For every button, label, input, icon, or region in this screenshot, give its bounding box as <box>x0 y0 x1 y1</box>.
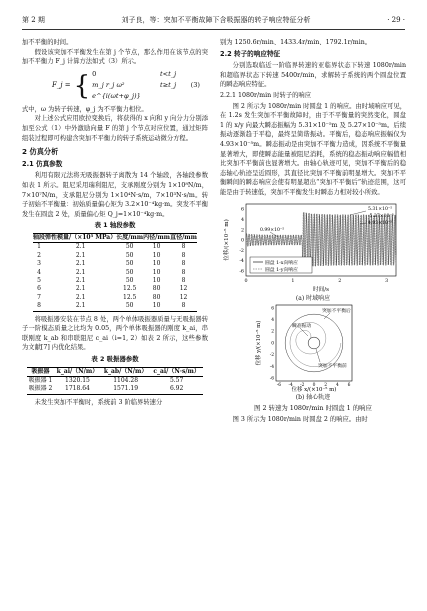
table-cell: 6 <box>37 285 41 293</box>
x-tick-label: 3 <box>385 278 389 284</box>
legend <box>250 257 312 273</box>
y-tick-label: 6 <box>271 306 274 312</box>
table-cell: 2.1 <box>75 276 86 284</box>
table-cell: 50 <box>125 260 134 268</box>
y-tick-label: -6 <box>239 268 244 274</box>
paragraph: 将吸振器安装在节点 8 处，两个单体吸振器质量与无吸振器转子一阶模态质量之比均为 0.05，两个单体吸振器的刚度 k_ai，串联刚度 k_ab 和串联阻尼 c_ai（i=1, 2）如表 2 所示，这些参数为文献[7] 内优化结果。 <box>22 315 208 352</box>
table-cell: 1 <box>37 243 41 251</box>
table-cell: 2.1 <box>75 260 86 268</box>
time-response-plot <box>220 198 406 294</box>
legend-label-x: 圆盘 1-x向响应 <box>265 260 298 266</box>
table-cell: 吸振器 1 <box>28 376 53 384</box>
annotation-pre: 0.99×10⁻⁵ <box>260 227 285 233</box>
annotation-before: 突加不平衡前 <box>318 364 347 370</box>
table-cell: 50 <box>125 251 134 259</box>
table-cell: 1571.19 <box>113 385 139 393</box>
table-cell: 1718.64 <box>65 385 90 393</box>
y-tick-label: 2 <box>271 329 274 335</box>
table-cell: 8 <box>37 302 41 310</box>
table-row <box>33 294 197 302</box>
table-cell: 吸振器 2 <box>28 385 53 393</box>
table-cell: 10 <box>152 302 161 310</box>
table-cell: 50 <box>125 302 134 310</box>
paragraph: 式中，ω 为转子转速，φ_j 为不平衡力相位。 <box>22 105 148 113</box>
x-tick-label: 0 <box>244 278 248 284</box>
y-tick-label: 2 <box>240 227 244 233</box>
running-title: 刘子良，等：突加不平衡故障下含吸振器的转子响应特征分析 <box>121 16 311 24</box>
annotation-max2: -5.27×10⁻⁵ <box>368 213 394 219</box>
x-axis-label: 时间/s <box>313 286 329 293</box>
table-cell: 2.1 <box>75 243 86 251</box>
y-tick-label: -4 <box>239 258 244 264</box>
table-cell: 10 <box>152 268 161 276</box>
table-cell: 8 <box>181 260 186 268</box>
table-cell: 2 <box>37 251 41 259</box>
table-row <box>33 252 197 260</box>
annotation-steady: 4.93×10⁻⁵ <box>368 220 393 226</box>
annotation-after: 突加不平衡后 <box>322 309 351 315</box>
table-cell: 5.57 <box>169 376 184 384</box>
y-axis-label: 位移 y/(×10⁻⁵ m) <box>256 320 262 366</box>
case-expr: m_j r_j ω² e^{i(ωt+φ_j)} <box>92 81 141 101</box>
table-cell: 3 <box>37 260 41 268</box>
figure-caption: 图 2 转速为 1080r/min 时圆盘 1 的响应 <box>254 403 372 412</box>
paragraph: 对上述公式应用欧拉变换后，将获得的 x 向和 y 向分力分别添加至公式（1）中外激励向量 F 的第 j 个节点对应位置，通过矩阵组装过程即可构建含突加不平衡力的转子系统运动微分方程。 <box>22 115 208 142</box>
table-cell: 2.1 <box>75 251 86 259</box>
case-cond: t≥t_j <box>160 81 177 90</box>
table-cell: 12.5 <box>123 285 137 293</box>
y-tick-label: -4 <box>269 364 274 370</box>
table-cell: 12.5 <box>123 293 137 301</box>
plot-frame <box>276 305 352 381</box>
table-cell: 8 <box>181 268 186 276</box>
figure-2 <box>220 198 406 414</box>
y-tick-label: -2 <box>239 248 244 254</box>
paragraph: 别为 1250.6r/min、1433.4r/min、1792.1r/min。 <box>220 39 372 46</box>
table1-header: 轴段 <box>33 233 46 241</box>
subsubsection-heading: 2.2.1 1080r/min 时转子的响应 <box>220 91 312 99</box>
paragraph: 图 3 所示为 1080r/min 时圆盘 2 的响应。由时 <box>232 416 368 424</box>
annotation-max: 5.31×10⁻⁵ <box>368 206 393 212</box>
table2-header: c_ai/（N·s/m） <box>153 367 200 375</box>
table2-header: k_ab/（N/m） <box>103 367 148 375</box>
table-cell: 10 <box>152 276 161 284</box>
table-cell: 2.1 <box>75 302 86 310</box>
table-caption: 表 2 吸振器参数 <box>91 354 139 363</box>
table-row <box>33 260 197 268</box>
section-heading: 2 仿真分析 <box>22 147 59 157</box>
equation-3 <box>22 67 208 105</box>
table-cell: 1104.28 <box>113 376 139 384</box>
subfigure-caption-b: (b) 轴心轨迹 <box>295 394 331 402</box>
table-caption: 表 1 轴段参数 <box>94 221 136 230</box>
table-cell: 12 <box>179 293 188 301</box>
table-cell: 50 <box>125 276 134 284</box>
table-row <box>27 376 203 385</box>
axis-orbit-plot <box>220 303 406 393</box>
table-row <box>33 269 197 277</box>
case-expr: 0 <box>92 70 97 79</box>
table2-header: k_ai/（N/m） <box>56 367 99 375</box>
x-tick-label: 2 <box>338 278 342 284</box>
paragraph: 假设该突加不平衡发生在第 j 个节点，那么作用在该节点的突加不平衡力 F_j 计算方法如式（3）所示。 <box>22 48 208 66</box>
x-tick-label: -2 <box>300 383 305 389</box>
paragraph: 未发生突加不平衡时，系统前 3 阶临界转速分 <box>34 398 163 406</box>
table-cell: 50 <box>125 268 134 276</box>
x-axis-label: 位移 x/(×10⁻⁵ m) <box>291 387 337 394</box>
subsection-heading: 2.1 仿真参数 <box>22 159 63 168</box>
x-tick-label: 2 <box>324 383 328 389</box>
x-tick-label: 1 <box>291 278 295 284</box>
table-cell: 80 <box>152 293 161 301</box>
y-tick-label: 6 <box>240 207 244 213</box>
y-tick-label: -6 <box>269 376 274 382</box>
table-1 <box>33 233 197 312</box>
table-cell: 8 <box>181 251 186 259</box>
running-header <box>22 13 405 27</box>
paragraph: 图 2 所示为 1080r/min 时圆盘 1 的响应。由时域响应可见，在 1.2s 发生突加不平衡故障时，由于不平衡量的突然变化，圆盘 1 的 x/y 向最大瞬态振幅为 5.31×10⁻⁵m 及 5.27×10⁻⁵m。后续振动逐渐趋于平稳，最终呈简谐振动。平衡后，稳态响应振幅仅为 4.93×10⁻⁵m。瞬态振动是由突加不平衡力造成，因系统不平衡量显著增大，即使瞬态能量被阻尼消耗，系统的稳态振动响应幅值相比突加不平衡前也显著增大。由轴心轨迹可见，突加不平衡后的稳态轴心轨迹呈近圆形，其直径比突加不平衡前明显增大。突加不平衡瞬间的瞬态响应会使有明显超出“突加不平衡后”轨迹范围，这可能是由于转速低，突加不平衡发生时瞬态力相对较小所致。 <box>220 102 406 196</box>
table-2 <box>27 367 203 395</box>
equation-number: (3) <box>190 80 200 89</box>
table-cell: 6.92 <box>169 385 184 393</box>
table2-header: 吸振器 <box>31 367 50 375</box>
legend-label-y: 圆盘 1-y向响应 <box>265 267 298 273</box>
x-tick-label: 6 <box>347 383 351 389</box>
table-row <box>33 302 197 311</box>
subsection-heading: 2.2 转子的响应特征 <box>220 49 281 58</box>
table-cell: 10 <box>152 243 161 251</box>
y-axis-label: 位移/(×10⁻⁵ m) <box>224 218 230 261</box>
y-tick-label: -2 <box>269 353 274 359</box>
table-row <box>33 243 197 252</box>
y-tick-label: 0 <box>240 238 244 244</box>
table1-header: 内径/mm <box>143 233 171 241</box>
left-column <box>22 38 208 407</box>
table-cell: 8 <box>181 302 186 310</box>
x-tick-label: -6 <box>276 383 282 389</box>
table-row <box>27 385 203 394</box>
table-cell: 80 <box>152 285 161 293</box>
table-cell: 10 <box>152 251 161 259</box>
paragraph: 加不平衡的时间。 <box>22 39 73 46</box>
table-cell: 12 <box>179 285 188 293</box>
table1-header: 长度/mm <box>116 233 144 241</box>
table-cell: 7 <box>37 293 41 301</box>
x-tick-label: -4 <box>288 383 293 389</box>
table-cell: 8 <box>181 243 186 251</box>
table1-header: 弹性模量/（×10⁵ MPa） <box>45 233 117 241</box>
table-cell: 2.1 <box>75 268 86 276</box>
x-tick-label: 4 <box>335 383 339 389</box>
x-tick-label: 0 <box>312 383 316 389</box>
table-cell: 2.1 <box>75 293 86 301</box>
table-cell: 5 <box>37 276 41 284</box>
table-cell: 1320.15 <box>65 376 90 384</box>
annotation-transient: 瞬态振动 <box>292 324 312 330</box>
equation-lhs: F_j = <box>52 80 71 89</box>
y-tick-label: 0 <box>271 341 274 347</box>
y-tick-label: 4 <box>271 318 274 324</box>
paragraph: 利用有限元法将无吸振器转子离散为 14 个轴段，各轴段参数如表 1 所示。阻尼采用瑞利阻尼，支承刚度分别为 1×10⁸N/m，7×10⁷N/m，支承阻尼分别为 1×10⁴N·s/m，7×10³N·s/m。转子初始不平衡量：初始质量偏心矩为 3.2×10⁻⁴kg·m。突发不平衡发生在圆盘 2 处，质量偏心矩 Q_j=1×10⁻⁴kg·m。 <box>22 172 208 218</box>
brace: { <box>73 70 91 101</box>
page-number: · 29 · <box>387 16 405 24</box>
table-row <box>33 285 197 293</box>
annotation-arrow <box>300 328 308 336</box>
table-cell: 10 <box>152 260 161 268</box>
header-rule <box>22 29 405 30</box>
y-tick-label: 4 <box>240 217 244 223</box>
orbit-before-line <box>308 337 320 349</box>
paragraph: 分别选取临近一阶临界转速的亚临界状态下转速 1080r/min 和超临界状态下转速 5400r/min，求解转子系统的两个圆盘位置的瞬态响应特征。 <box>220 62 406 89</box>
annotation-arrow <box>350 211 366 215</box>
table-cell: 4 <box>37 268 41 276</box>
case-cond: t<t_j <box>160 70 177 79</box>
issue-number: 第 2 期 <box>22 16 45 24</box>
table1-header: 直径/mm <box>170 233 197 241</box>
table-cell: 8 <box>181 276 186 284</box>
table-cell: 50 <box>125 243 134 251</box>
table-row <box>33 277 197 285</box>
right-column <box>220 38 406 425</box>
table-cell: 2.1 <box>75 285 86 293</box>
subfigure-caption-a: (a) 时域响应 <box>295 294 331 302</box>
